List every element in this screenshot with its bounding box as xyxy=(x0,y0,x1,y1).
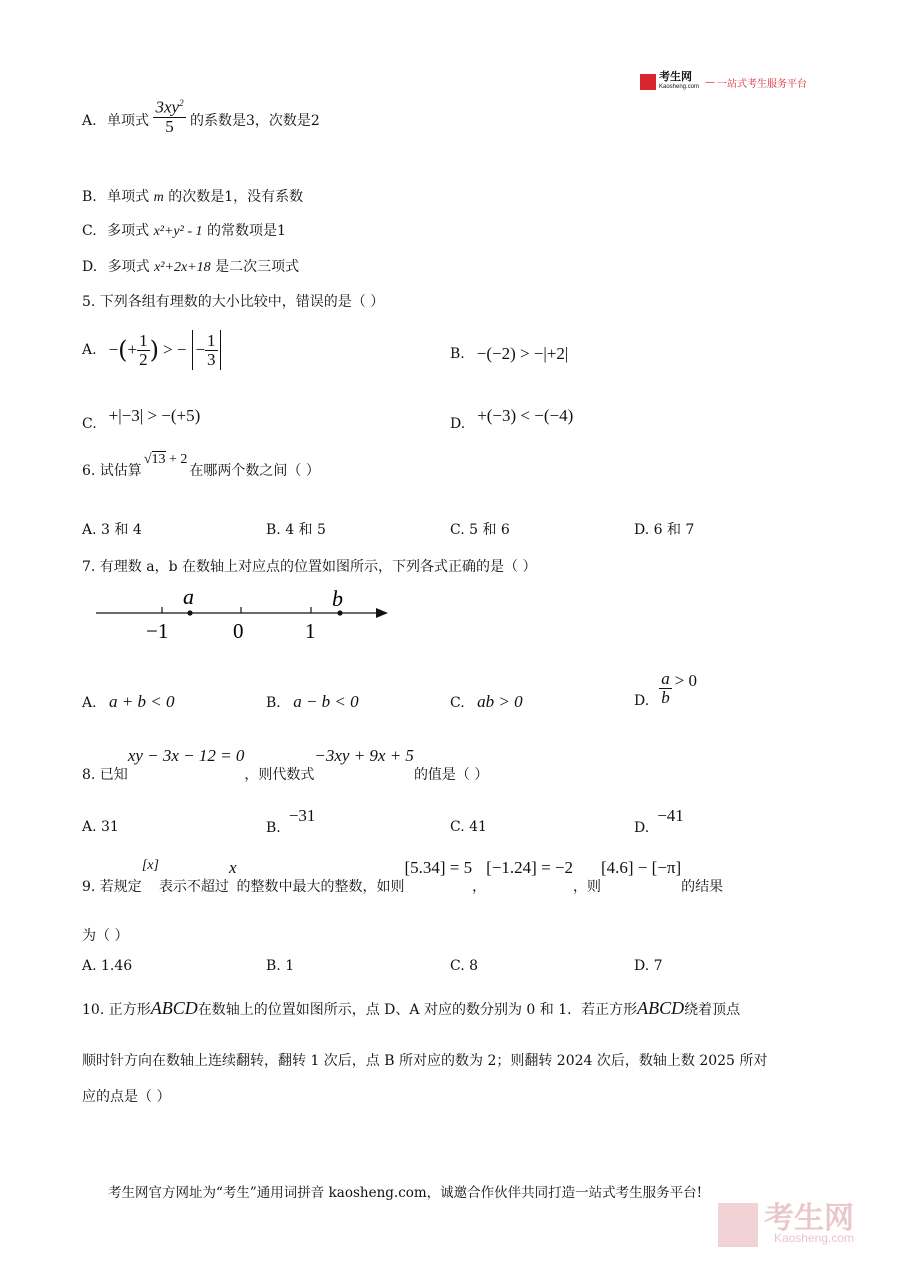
q10-abcd-2: ABCD xyxy=(637,998,685,1018)
q4-fraction: $\frac{3xy^2}{5}$ xyxy=(153,94,185,136)
q9-option-b: B. 1 xyxy=(266,958,295,974)
q5-option-c: C. +|−3| > −(+5) xyxy=(82,406,201,432)
q6-option-a: A. 3 和 4 xyxy=(82,522,142,538)
q8-option-b: B. −31 xyxy=(266,806,316,836)
q7-option-a: A. a + b < 0 xyxy=(82,692,175,711)
q4-option-d: D. 多项式 x²+2x+18 是二次三项式 xyxy=(82,259,300,275)
q8-stem: 8. 已知 xy − 3x − 12 = 0 ，则代数式 −3xy + 9x + 5 的值是（ ） xyxy=(82,746,489,783)
q9-stem-line2: 为（ ） xyxy=(82,928,129,944)
watermark-logo-icon xyxy=(718,1203,758,1247)
q7-option-c: C. ab > 0 xyxy=(450,692,523,711)
q4-option-a: A. 单项式 $\frac{3xy^2}{5}$ 的系数是3，次数是2 xyxy=(82,100,320,142)
point-b-dot xyxy=(337,610,342,615)
q7-option-d: D. $\frac{a}{b}$ > 0 xyxy=(634,669,698,709)
q10-line1: 10. 正方形 ABCD 在数轴上的位置如图所示，点 D、A 对应的数分别为 0 和 1．若正方形 ABCD 绕着顶点 xyxy=(82,998,741,1018)
q9-option-a: A. 1.46 xyxy=(82,958,133,974)
q6-option-b: B. 4 和 5 xyxy=(266,522,326,538)
q10-line3: 应的点是（ ） xyxy=(82,1089,171,1105)
q5-option-b: B. −(−2) > −|+2| xyxy=(450,344,569,363)
point-b-label: b xyxy=(332,586,343,611)
q8-option-c: C. 41 xyxy=(450,819,487,835)
q7-option-b: B. a − b < 0 xyxy=(266,692,359,711)
point-a-dot xyxy=(187,610,192,615)
q4-option-c: C. 多项式 x²+y² - 1 的常数项是1 xyxy=(82,223,286,239)
point-a-label: a xyxy=(183,584,194,609)
q8-option-d: D. −41 xyxy=(634,806,684,836)
tick-label-minus-one: −1 xyxy=(146,619,169,643)
q4-option-b: B. 单项式 m 的次数是1，没有系数 xyxy=(82,189,304,205)
footer-text: 考生网官方网址为“考生”通用词拼音 kaosheng.com，诚邀合作伙伴共同打造一站式考生服务平台! xyxy=(108,1185,703,1201)
q5-stem: 5. 下列各组有理数的大小比较中，错误的是（ ） xyxy=(82,294,385,310)
q10-line2: 顺时针方向在数轴上连续翻转，翻转 1 次后，点 B 所对应的数为 2；则翻转 2024 次后，数轴上数 2025 所对 xyxy=(82,1053,768,1069)
q6-option-c: C. 5 和 6 xyxy=(450,522,510,538)
logo-sub: Kaosheng.com xyxy=(659,84,700,90)
q7-stem: 7. 有理数 a，b 在数轴上对应点的位置如图所示，下列各式正确的是（ ） xyxy=(82,559,537,575)
q5-option-d: D. +(−3) < −(−4) xyxy=(450,406,574,432)
q7-number-line xyxy=(90,582,400,644)
header-logo: 考生网 Kaosheng.com — 一站式考生服务平台 xyxy=(640,72,807,92)
tick-label-one: 1 xyxy=(305,619,316,643)
footer-watermark: 考生网 Kaosheng.com xyxy=(718,1203,854,1247)
q6-option-d: D. 6 和 7 xyxy=(634,522,695,538)
axis-arrow xyxy=(376,608,388,618)
header-slogan: 一站式考生服务平台 xyxy=(717,78,808,90)
q8-option-a: A. 31 xyxy=(82,819,119,835)
q9-stem: 9. 若规定 [x] 表示不超过 x 的整数中最大的整数，如则 [5.34] = 5 ， [−1.24] = −2 ，则 [4.6] − [−π] 的结果 xyxy=(82,858,724,895)
q6-stem: 6. 试估算 √13 + 2 在哪两个数之间（ ） xyxy=(82,452,320,479)
q5-option-a: A. − ( + $\frac{1}{2}$ ) > − − $\frac{1}{3}$ xyxy=(82,330,223,370)
logo-icon xyxy=(640,74,656,90)
q9-option-c: C. 8 xyxy=(450,958,479,974)
tick-label-zero: 0 xyxy=(233,619,244,643)
logo-text: 考生网 xyxy=(659,71,692,83)
q9-option-d: D. 7 xyxy=(634,958,663,974)
